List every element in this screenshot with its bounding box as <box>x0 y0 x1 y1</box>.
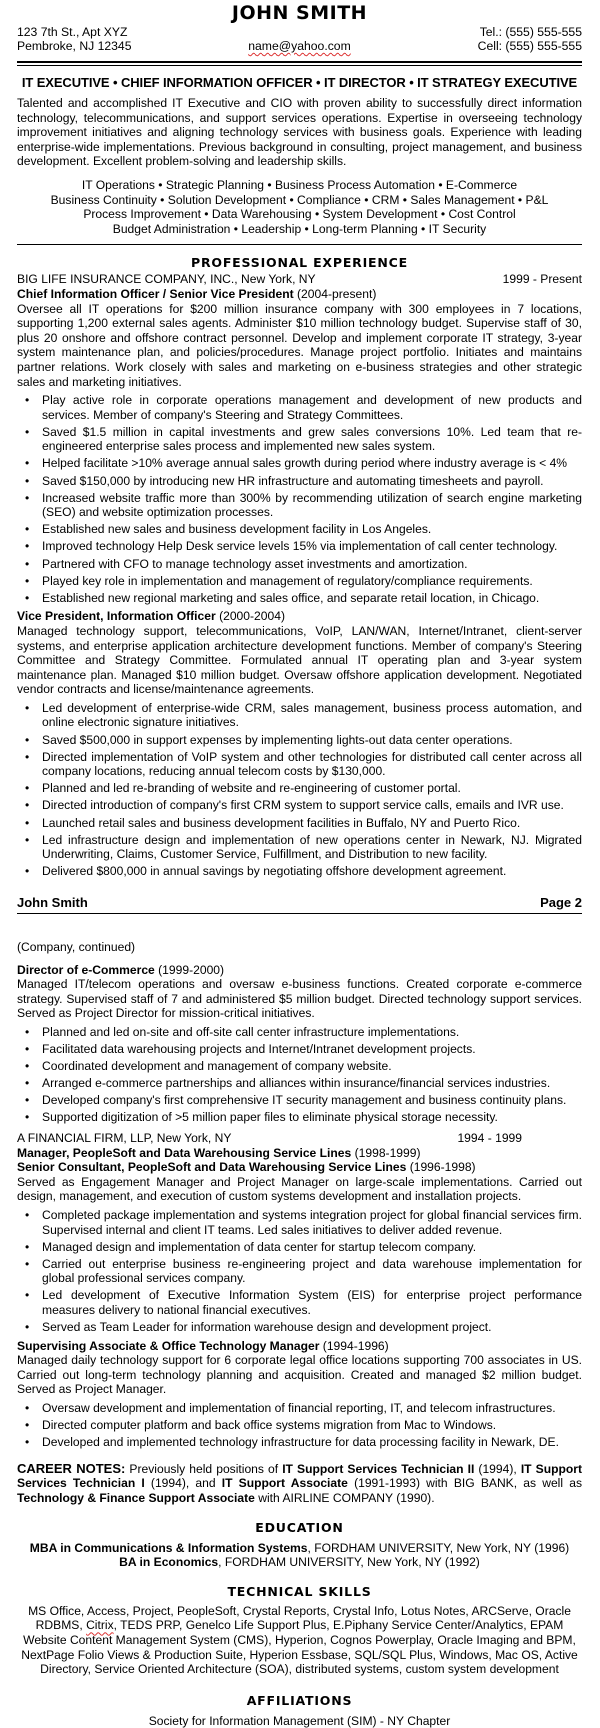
education-list <box>17 1541 582 1570</box>
list-item: • Increased website traffic more than 300% by recommending utilization of search engine marketing (SEO) and website optimization processes. <box>42 491 582 520</box>
keyword-line: Budget Administration • Leadership • Long-term Planning • IT Security <box>112 221 487 236</box>
career-text: (1994), <box>474 1461 521 1476</box>
role-title: Chief Information Officer / Senior Vice President <box>17 286 294 301</box>
career-position: Technology & Finance Support Associate <box>17 1491 255 1505</box>
summary: Talented and accomplished IT Executive and CIO with proven ability to successfully direct information technology, telecommunications, and support services operations. Expertise in overseeing technology improvement initiatives and aligning technology services with business goals. Experience with leading enterprise-wide implementations. Previous background in consulting, project management, and business development. Excellent problem-solving and leadership skills. <box>17 96 582 169</box>
affiliation: Society for Information Management (SIM) - NY Chapter <box>148 1713 451 1728</box>
list-item: • Developed and implemented technology infrastructure for data processing facility in Newark, DE. <box>42 1435 582 1450</box>
list-item: • Arranged e-commerce partnerships and alliances within insurance/financial services industries. <box>42 1076 582 1091</box>
list-item: • Play active role in corporate operations management and development of new products and services. Member of company's Steering and Strategy Committees. <box>42 393 582 422</box>
role-description: Managed technology support, telecommunications, VoIP, LAN/WAN, Internet/Intranet, client-server systems, and enterprise application architecture development functions. Member of company's Steering Committee and Strategy Committee. Formulated annual IT operating plan and 3-year system maintenance plan. Managed $10 million budget. Oversaw offshore application development. Negotiated vendor contracts and license/maintenance agreements. <box>17 623 582 697</box>
address-line-2: Pembroke, NJ 12345 <box>17 39 132 53</box>
phone-tel: Tel.: (555) 555-555 <box>479 25 582 39</box>
list-item: • Saved $500,000 in support expenses by implementing lights-out data center operations. <box>42 733 582 748</box>
list-item: • Launched retail sales and business development facilities in Buffalo, NY and Puerto Rico. <box>42 816 582 831</box>
list-item: • Managed design and implementation of data center for startup telecom company. <box>42 1240 582 1255</box>
keywords <box>17 178 582 236</box>
list-item: • Directed implementation of VoIP system and other technologies for distributed call center across all company locations, reducing annual telecom costs by $130,000. <box>42 750 582 779</box>
role-heading <box>17 1160 582 1175</box>
role-description: Oversee all IT operations for $200 million insurance company with 300 employees in 7 locations, supporting 1,200 external sales agents. Administer $10 million technology budget. Supervise staff of 30, plus 20 onshore and offshore contract personnel. Develop and implement corporate IT strategy, 3-year system maintenance plan, and policies/procedures. Manage project portfolio. Initiates and maintains partner relations. Work closely with sales and marketing on e-business strategies and other strategic sales and marketing initiatives. <box>17 301 582 389</box>
role-description: Served as Engagement Manager and Project Manager on large-scale implementations. Carried out design, management, and execution of custom systems development and installation projects. <box>17 1174 582 1204</box>
career-text: (1994), and <box>144 1476 222 1491</box>
keyword-line: Process Improvement • Data Warehousing • System Development • Cost Control <box>83 207 516 222</box>
role-title: Manager, PeopleSoft and Data Warehousing Service Lines <box>17 1145 352 1160</box>
company-name: BIG LIFE INSURANCE COMPANY, INC., New York, NY <box>17 272 316 287</box>
career-notes <box>17 1462 582 1506</box>
headline: IT EXECUTIVE • CHIEF INFORMATION OFFICER • IT DIRECTOR • IT STRATEGY EXECUTIVE <box>21 75 578 90</box>
company-continued: (Company, continued) <box>17 939 136 954</box>
section-divider <box>17 244 582 245</box>
education-entry <box>17 1555 582 1570</box>
section-title-affiliations: AFFILIATIONS <box>246 1692 353 1708</box>
role-description: Managed IT/telecom operations and oversaw e-business functions. Created corporate e-commerce strategy. Supervised staff of 7 and administered $5 million budget. Directed technology support services. Served as Project Director for mission-critical initiatives. <box>17 977 582 1021</box>
role-period: (2000-2004) <box>219 609 285 624</box>
list-item: • Completed package implementation and systems integration project for global financial services firm. Supervised internal and client IT teams. Led sales initiatives to deliver added revenue. <box>42 1208 582 1237</box>
company-row <box>17 1131 582 1146</box>
keyword-line: Business Continuity • Solution Development • Compliance • CRM • Sales Management • P&L <box>50 192 549 207</box>
company-dates: 1999 - Present <box>502 272 582 287</box>
technical-skills <box>17 1604 582 1677</box>
list-item: • Coordinated development and management of company website. <box>42 1059 582 1074</box>
achievement-list <box>17 1401 582 1450</box>
degree: MBA in Communications & Information Systems <box>29 1540 308 1555</box>
role-title: Director of e-Commerce <box>17 962 155 977</box>
career-position: IT Support Services Technician I <box>17 1461 582 1491</box>
list-item: • Supported digitization of >5 million paper files to eliminate physical storage necessity. <box>42 1110 582 1125</box>
phones <box>478 25 582 53</box>
role-title: Senior Consultant, PeopleSoft and Data Warehousing Service Lines <box>17 1160 407 1175</box>
list-item: • Planned and led on-site and off-site call center infrastructure implementations. <box>42 1025 582 1040</box>
list-item: • Delivered $800,000 in annual savings by negotiating offshore development agreement. <box>42 864 582 879</box>
career-text: (1991-1993) with BIG BANK, as well as <box>347 1476 583 1491</box>
candidate-name: JOHN SMITH <box>231 2 368 24</box>
role-period: (1999-2000) <box>158 962 225 977</box>
achievement-list <box>17 701 582 879</box>
skills-text-flagged: Citrix <box>86 1618 114 1633</box>
contact-block <box>17 25 582 57</box>
list-item: • Facilitated data warehousing projects and Internet/Intranet development projects. <box>42 1042 582 1057</box>
role-period: (1996-1998) <box>409 1160 476 1175</box>
list-item: • Played key role in implementation and management of regulatory/compliance requirements. <box>42 574 582 589</box>
section-title-education: EDUCATION <box>255 1519 344 1535</box>
career-notes-label: CAREER NOTES: <box>17 1460 126 1476</box>
role-period: (1994-1996) <box>322 1338 389 1353</box>
list-item: • Established new regional marketing and sales office, and separate retail location, in Chicago. <box>42 591 582 606</box>
company-row <box>17 272 582 287</box>
page-header-name: John Smith <box>17 894 88 910</box>
skills-text: , TEDS PRP, Genelco Life Support Plus, E.Piphany Service Center/Analytics, EPAM Website Content Management System (CMS), Hyperion, Cognos Powerplay, Oracle Imaging and BPM, NextPage Folio Views & Production Suite, Hyperion Essbase, SQL/SQL Plus, Windows, Mac OS, Active Directory, Service Oriented Architecture (SOA), distributed systems, custom system development <box>21 1618 578 1677</box>
keyword-line: IT Operations • Strategic Planning • Business Process Automation • E-Commerce <box>81 177 518 192</box>
career-position: IT Support Associate <box>221 1476 348 1491</box>
list-item: • Oversaw development and implementation of financial reporting, IT, and telecom infrastructures. <box>42 1401 582 1416</box>
address-line-1: 123 7th St., Apt XYZ <box>17 25 128 39</box>
school: , FORDHAM UNIVERSITY, New York, NY (1992) <box>218 1555 480 1570</box>
section-title-skills: TECHNICAL SKILLS <box>227 1583 372 1599</box>
list-item: • Partnered with CFO to manage technology asset investments and amortization. <box>42 557 582 572</box>
role-heading <box>17 1146 582 1161</box>
page-number: Page 2 <box>540 894 582 910</box>
role-title: Supervising Associate & Office Technology Manager <box>17 1338 320 1353</box>
career-position: IT Support Services Technician II <box>282 1461 475 1476</box>
list-item: • Carried out enterprise business re-engineering project and data warehouse implementation for global professional services company. <box>42 1257 582 1286</box>
achievement-list <box>17 1208 582 1335</box>
list-item: • Established new sales and business development facility in Los Angeles. <box>42 522 582 537</box>
email-link[interactable]: name@yahoo.com <box>248 39 351 53</box>
education-entry <box>17 1541 582 1556</box>
role-heading <box>17 1339 582 1354</box>
section-title-experience: PROFESSIONAL EXPERIENCE <box>191 255 408 271</box>
school: , FORDHAM UNIVERSITY, New York, NY (1996) <box>307 1540 570 1555</box>
list-item: • Planned and led re-branding of website and re-engineering of customer portal. <box>42 781 582 796</box>
list-item: • Directed computer platform and back office systems migration from Mac to Windows. <box>42 1418 582 1433</box>
company-name: A FINANCIAL FIRM, LLP, New York, NY <box>17 1130 232 1145</box>
degree: BA in Economics <box>119 1555 219 1570</box>
list-item: • Saved $1.5 million in capital investments and grew sales conversions 10%. Led team that re-engineered enterprise sales process and implemented new sales system. <box>42 425 582 454</box>
phone-cell: Cell: (555) 555-555 <box>477 39 582 53</box>
role-description: Managed daily technology support for 6 corporate legal office locations supporting 700 associates in US. Carried out long-term technology planning and acquisition. Created and managed $2 million budget. Served as Project Manager. <box>17 1353 582 1397</box>
list-item: • Improved technology Help Desk service levels 15% via implementation of call center technology. <box>42 539 582 554</box>
role-period: (1998-1999) <box>354 1145 421 1160</box>
list-item: • Led infrastructure design and implementation of new operations center in Newark, NJ. Migrated Underwriting, Claims, Customer Service, Fulfillment, and Distribution to new facility. <box>42 833 582 862</box>
career-text: with AIRLINE COMPANY (1990). <box>254 1491 435 1505</box>
company-dates: 1994 - 1999 <box>457 1130 522 1145</box>
role-heading <box>17 287 582 302</box>
list-item: • Served as Team Leader for information warehouse design and development project. <box>42 1320 582 1335</box>
list-item: • Saved $150,000 by introducing new HR infrastructure and automating timesheets and payroll. <box>42 474 582 489</box>
skills-text: MS Office, Access, Project, PeopleSoft, Crystal Reports, Crystal Info, Lotus Notes, ARCServe, Oracle RDBMS, <box>28 1603 571 1633</box>
list-item: • Developed company's first comprehensive IT security management and business continuity plans. <box>42 1093 582 1108</box>
page-2-header <box>17 895 582 914</box>
achievement-list <box>17 1025 582 1125</box>
header-double-rule <box>17 61 582 66</box>
list-item: • Led development of enterprise-wide CRM, sales management, business process automation, and online electronic signature initiatives. <box>42 701 582 730</box>
role-title: Vice President, Information Officer <box>17 609 216 624</box>
achievement-list <box>17 393 582 605</box>
resume-document <box>17 0 582 1728</box>
role-period: (2004-present) <box>297 286 377 301</box>
role-heading <box>17 963 582 978</box>
list-item: • Led development of Executive Information System (EIS) for enterprise project performance measures delivery to national financial executives. <box>42 1288 582 1317</box>
list-item: • Directed introduction of company's first CRM system to support service calls, emails and IVR use. <box>42 798 582 813</box>
role-heading <box>17 609 582 624</box>
career-text: Previously held positions of <box>125 1461 283 1476</box>
list-item: • Helped facilitate >10% average annual sales growth during period where industry average is < 4% <box>42 456 582 471</box>
